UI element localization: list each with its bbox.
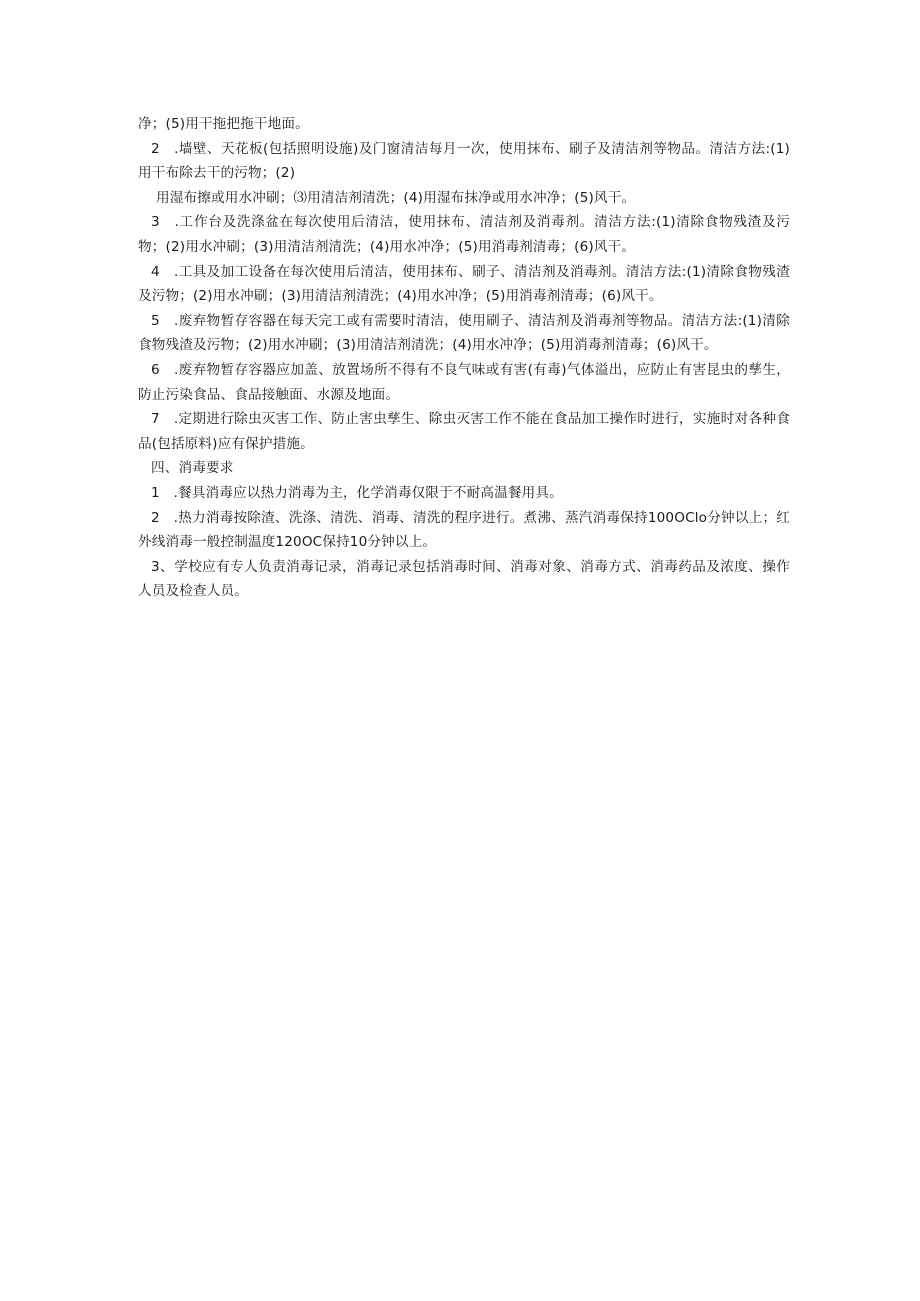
paragraph-item-2-continued: 用湿布擦或用水冲刷；⑶用清洁剂清洗；(4)用湿布抹净或用水冲净；(5)风干。 (156, 189, 636, 206)
document-body (138, 112, 790, 604)
paragraph-item-3-worktable: 3 .工作台及洗涤盆在每次使用后清洁，使用抹布、清洁剂及消毒剂。清洁方法:(1)清除食物残渣及污物；(2)用水冲刷；(3)用清洁剂清洗；(4)用水冲净；(5)用消毒剂清毒；(6)风干。 (138, 214, 790, 255)
section-heading-disinfection: 四、消毒要求 (151, 460, 234, 477)
paragraph-continuation: 净；(5)用干拖把拖干地面。 (138, 116, 309, 132)
paragraph-item-5-waste-cleaning: 5 .废弃物暂存容器在每天完工或有需要时清洁，使用刷子、清洁剂及消毒剂等物品。清洁方法:(1)清除食物残渣及污物；(2)用水冲刷；(3)用清洁剂清洗；(4)用水冲净；(5)用消毒剂清毒；(6)风干。 (138, 312, 790, 354)
paragraph-disinfection-3: 3、学校应有专人负责消毒记录，消毒记录包括消毒时间、消毒对象、消毒方式、消毒药品及浓度、操作人员及检查人员。 (138, 558, 790, 600)
paragraph-item-4-tools: 4 .工具及加工设备在每次使用后清洁，使用抹布、刷子、清洁剂及消毒剂。清洁方法:(1)清除食物残渣及污物；(2)用水冲刷；(3)用清洁剂清洗；(4)用水冲净；(5)用消毒剂清毒；(6)风干。 (138, 263, 790, 305)
paragraph-disinfection-2: 2 .热力消毒按除渣、洗涤、清洗、消毒、清洗的程序进行。煮沸、蒸汽消毒保持100OClo分钟以上；红外线消毒一般控制温度120OC保持10分钟以上。 (138, 509, 790, 551)
paragraph-disinfection-1: 1 .餐具消毒应以热力消毒为主，化学消毒仅限于不耐高温餐用具。 (151, 484, 563, 501)
paragraph-item-2-walls: 2 .墙壁、天花板(包括照明设施)及门窗清洁每月一次，使用抹布、刷子及清洁剂等物品。清洁方法:(1)用干布除去干的污物；(2) (138, 140, 790, 182)
paragraph-item-7-pest-control: 7 .定期进行除虫灭害工作、防止害虫孳生、除虫灭害工作不能在食品加工操作时进行，实施时对各种食品(包括原料)应有保护措施。 (138, 411, 790, 452)
paragraph-item-6-waste-storage: 6 .废弃物暂存容器应加盖、放置场所不得有不良气味或有害(有毒)气体溢出，应防止有害昆虫的孳生，防止污染食品、食品接触面、水源及地面。 (138, 361, 790, 403)
